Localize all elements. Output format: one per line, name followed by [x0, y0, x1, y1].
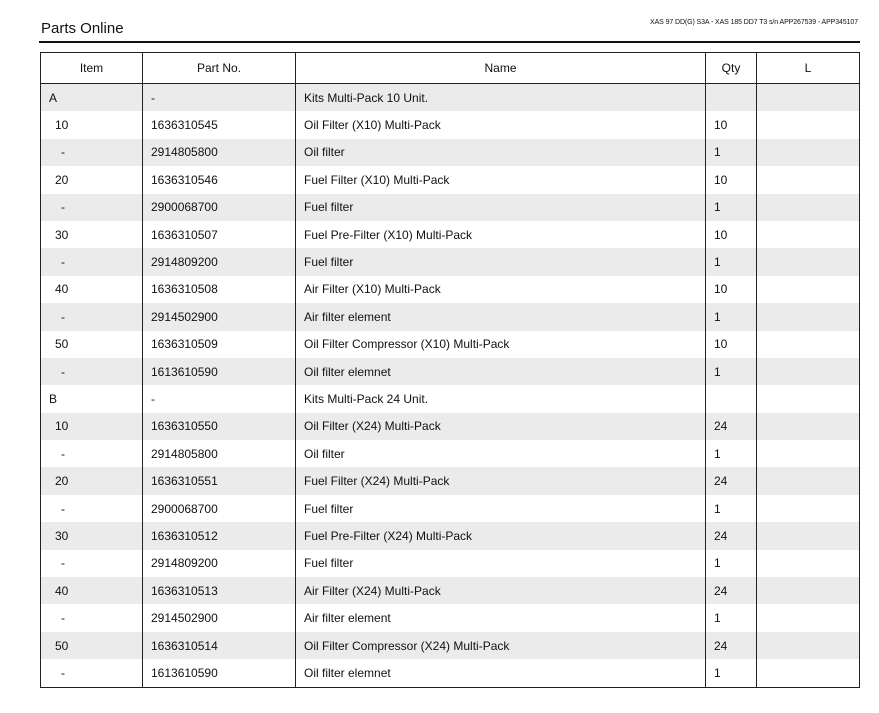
cell-item: 20 [41, 166, 143, 193]
cell-qty: 10 [706, 331, 757, 358]
cell-item: - [41, 194, 143, 221]
cell-qty: 24 [706, 467, 757, 494]
table-row [41, 522, 860, 549]
cell-l [757, 358, 860, 385]
cell-item: A [41, 84, 143, 112]
table-row [41, 413, 860, 440]
cell-qty: 1 [706, 659, 757, 687]
cell-name: Oil Filter (X10) Multi-Pack [296, 111, 706, 138]
cell-l [757, 194, 860, 221]
table-row [41, 111, 860, 138]
cell-name: Air Filter (X10) Multi-Pack [296, 276, 706, 303]
cell-qty: 24 [706, 632, 757, 659]
cell-part-no: 1636310546 [143, 166, 296, 193]
header-row [41, 53, 860, 84]
table-header [41, 53, 860, 84]
table-row [41, 194, 860, 221]
cell-part-no: 1636310551 [143, 467, 296, 494]
cell-item: - [41, 139, 143, 166]
cell-name: Air filter element [296, 303, 706, 330]
table-row [41, 221, 860, 248]
table-row [41, 84, 860, 112]
cell-item: 50 [41, 632, 143, 659]
cell-qty: 1 [706, 248, 757, 275]
table-row [41, 495, 860, 522]
cell-qty [706, 385, 757, 412]
cell-qty: 24 [706, 413, 757, 440]
parts-table [40, 52, 860, 688]
cell-name: Fuel filter [296, 194, 706, 221]
cell-part-no: 2900068700 [143, 194, 296, 221]
table-row [41, 604, 860, 631]
cell-item: - [41, 248, 143, 275]
cell-name: Oil filter elemnet [296, 659, 706, 687]
table-row [41, 467, 860, 494]
cell-name: Air filter element [296, 604, 706, 631]
app-title: Parts Online [41, 20, 124, 37]
cell-l [757, 84, 860, 112]
table-row [41, 303, 860, 330]
table-row [41, 440, 860, 467]
column-header-part-no: Part No. [143, 53, 296, 84]
cell-name: Fuel Pre-Filter (X10) Multi-Pack [296, 221, 706, 248]
table-row [41, 659, 860, 687]
cell-qty: 1 [706, 194, 757, 221]
cell-part-no: 2914805800 [143, 440, 296, 467]
column-header-qty: Qty [706, 53, 757, 84]
table-row [41, 166, 860, 193]
cell-item: - [41, 604, 143, 631]
cell-l [757, 221, 860, 248]
cell-qty [706, 84, 757, 112]
cell-qty: 24 [706, 522, 757, 549]
cell-l [757, 659, 860, 687]
cell-item: 30 [41, 221, 143, 248]
cell-name: Oil filter elemnet [296, 358, 706, 385]
cell-part-no: 1636310514 [143, 632, 296, 659]
cell-part-no: 1636310513 [143, 577, 296, 604]
cell-l [757, 303, 860, 330]
cell-name: Fuel Filter (X10) Multi-Pack [296, 166, 706, 193]
cell-part-no: 1636310509 [143, 331, 296, 358]
cell-qty: 24 [706, 577, 757, 604]
cell-part-no: 2914502900 [143, 604, 296, 631]
column-header-item: Item [41, 53, 143, 84]
cell-item: 50 [41, 331, 143, 358]
cell-item: - [41, 550, 143, 577]
cell-qty: 1 [706, 495, 757, 522]
cell-l [757, 604, 860, 631]
cell-qty: 10 [706, 221, 757, 248]
cell-l [757, 166, 860, 193]
cell-l [757, 331, 860, 358]
cell-part-no: 1613610590 [143, 659, 296, 687]
cell-name: Fuel filter [296, 248, 706, 275]
cell-name: Kits Multi-Pack 10 Unit. [296, 84, 706, 112]
cell-l [757, 413, 860, 440]
cell-qty: 1 [706, 440, 757, 467]
cell-item: - [41, 358, 143, 385]
cell-l [757, 550, 860, 577]
cell-qty: 1 [706, 604, 757, 631]
cell-name: Oil Filter Compressor (X24) Multi-Pack [296, 632, 706, 659]
cell-item: 40 [41, 577, 143, 604]
cell-name: Kits Multi-Pack 24 Unit. [296, 385, 706, 412]
table-row [41, 331, 860, 358]
cell-name: Oil filter [296, 139, 706, 166]
cell-qty: 1 [706, 358, 757, 385]
cell-item: - [41, 440, 143, 467]
table-row [41, 139, 860, 166]
cell-part-no: 1636310512 [143, 522, 296, 549]
cell-name: Oil Filter Compressor (X10) Multi-Pack [296, 331, 706, 358]
cell-item: 30 [41, 522, 143, 549]
cell-part-no: 2914809200 [143, 248, 296, 275]
cell-part-no: 2900068700 [143, 495, 296, 522]
cell-part-no: 1636310550 [143, 413, 296, 440]
cell-name: Fuel Filter (X24) Multi-Pack [296, 467, 706, 494]
cell-part-no: 1636310508 [143, 276, 296, 303]
cell-item: 20 [41, 467, 143, 494]
table-row [41, 577, 860, 604]
table-row [41, 632, 860, 659]
cell-l [757, 577, 860, 604]
cell-part-no: - [143, 84, 296, 112]
cell-qty: 1 [706, 550, 757, 577]
cell-item: B [41, 385, 143, 412]
cell-l [757, 632, 860, 659]
cell-part-no: 1636310507 [143, 221, 296, 248]
cell-part-no: 2914805800 [143, 139, 296, 166]
cell-l [757, 248, 860, 275]
cell-part-no: 2914502900 [143, 303, 296, 330]
cell-qty: 1 [706, 303, 757, 330]
cell-item: 10 [41, 413, 143, 440]
column-header-name: Name [296, 53, 706, 84]
cell-item: 10 [41, 111, 143, 138]
cell-l [757, 276, 860, 303]
table-row [41, 358, 860, 385]
cell-part-no: 1613610590 [143, 358, 296, 385]
cell-name: Fuel Pre-Filter (X24) Multi-Pack [296, 522, 706, 549]
cell-part-no: 1636310545 [143, 111, 296, 138]
cell-item: 40 [41, 276, 143, 303]
table-body [41, 84, 860, 688]
table-row [41, 385, 860, 412]
table-row [41, 248, 860, 275]
cell-name: Fuel filter [296, 550, 706, 577]
cell-l [757, 385, 860, 412]
cell-l [757, 467, 860, 494]
cell-l [757, 139, 860, 166]
table-row [41, 550, 860, 577]
cell-name: Oil Filter (X24) Multi-Pack [296, 413, 706, 440]
cell-name: Fuel filter [296, 495, 706, 522]
cell-part-no: 2914809200 [143, 550, 296, 577]
cell-part-no: - [143, 385, 296, 412]
cell-item: - [41, 659, 143, 687]
cell-name: Oil filter [296, 440, 706, 467]
cell-l [757, 440, 860, 467]
cell-l [757, 522, 860, 549]
cell-l [757, 111, 860, 138]
cell-qty: 10 [706, 166, 757, 193]
cell-qty: 10 [706, 111, 757, 138]
document-reference: XAS 97 DD(G) S3A - XAS 185 DD7 T3 s/n APP267539 - APP345107 [650, 19, 858, 26]
title-divider [39, 41, 860, 43]
cell-name: Air Filter (X24) Multi-Pack [296, 577, 706, 604]
column-header-l: L [757, 53, 860, 84]
cell-l [757, 495, 860, 522]
cell-item: - [41, 495, 143, 522]
cell-qty: 1 [706, 139, 757, 166]
cell-item: - [41, 303, 143, 330]
table-row [41, 276, 860, 303]
cell-qty: 10 [706, 276, 757, 303]
